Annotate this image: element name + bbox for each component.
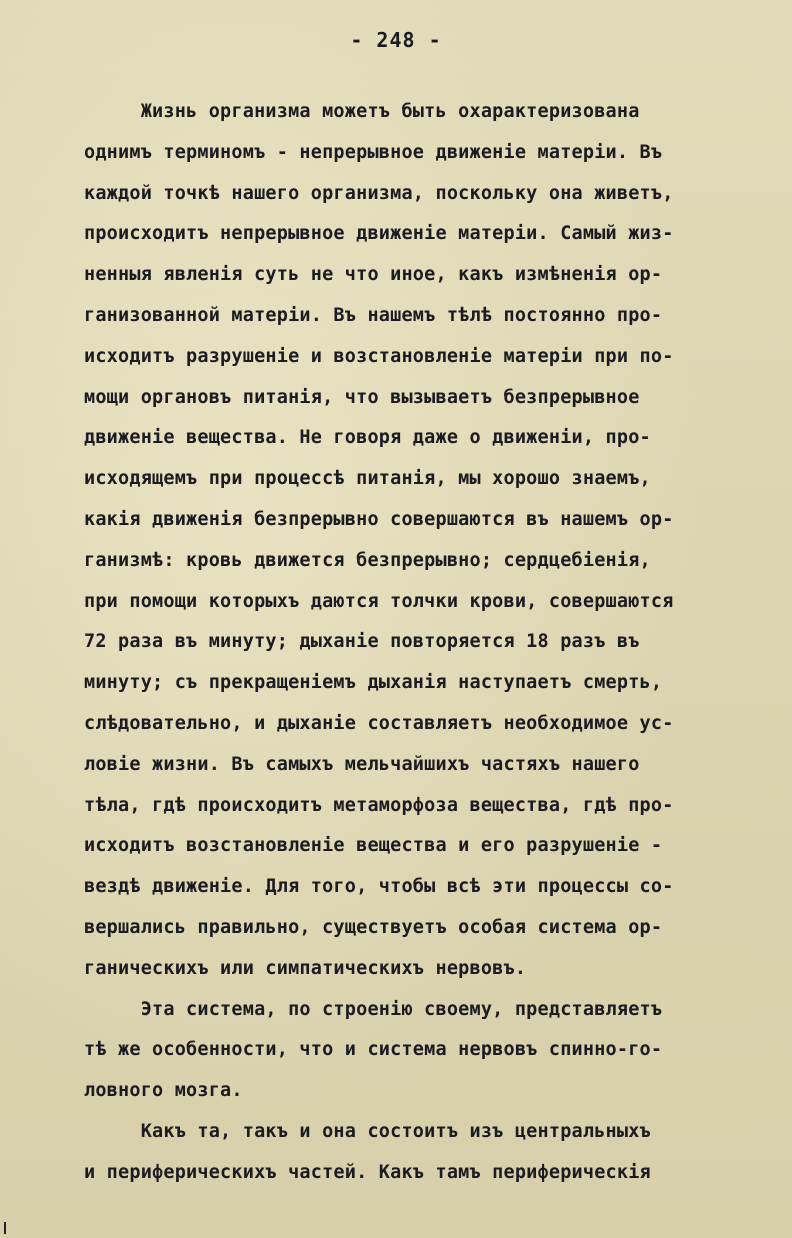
text-line: мощи органовъ питанiя, что вызываетъ безпрерывное — [84, 386, 640, 408]
text-line: исходящемъ при процессѣ питанiя, мы хорошо знаемъ, — [84, 468, 651, 490]
text-line: Жизнь организма можетъ быть охарактеризована — [84, 101, 640, 122]
text-line: тѣла, гдѣ происходитъ метаморфоза вещества, гдѣ про- — [84, 794, 674, 816]
text-line: ганизмѣ: кровь движется безпрерывно; сердцебiенiя, — [84, 549, 651, 571]
text-line: 72 раза въ минуту; дыханiе повторяется 18 разъ въ — [84, 631, 640, 653]
text-line: ловного мозга. — [84, 1080, 243, 1102]
text-line: тѣ же особенности, что и система нервовъ спинно-го- — [84, 1039, 663, 1061]
text-line: исходитъ возстановленiе вещества и его разрушенiе - — [84, 835, 663, 857]
text-line: ненныя явленiя суть не что иное, какъ измѣненiя ор- — [84, 264, 663, 286]
page-number: - 248 - — [350, 28, 442, 52]
text-line: какiя движенiя безпрерывно совершаются въ нашемъ ор- — [84, 508, 674, 530]
margin-mark — [4, 1222, 6, 1234]
text-line: Какъ та, такъ и она состоитъ изъ центральныхъ — [84, 1120, 651, 1142]
text-line: движенiе вещества. Не говоря даже о движенiи, про- — [84, 427, 651, 449]
text-line: вершались правильно, существуетъ особая система ор- — [84, 916, 663, 938]
text-line: вездѣ движенiе. Для того, чтобы всѣ эти процессы со- — [84, 876, 674, 898]
text-line: происходитъ непрерывное движенiе матерiи. Самый жиз- — [84, 223, 674, 245]
body-text — [84, 92, 744, 1194]
text-line: слѣдовательно, и дыханiе составляетъ необходимое ус- — [84, 712, 674, 734]
text-line: ловiе жизни. Въ самыхъ мельчайшихъ частяхъ нашего — [84, 753, 640, 775]
text-line: каждой точкѣ нашего организма, поскольку она живетъ, — [84, 182, 674, 204]
text-line: ганизованной матерiи. Въ нашемъ тѣлѣ постоянно про- — [84, 304, 663, 326]
text-line: ганическихъ или симпатическихъ нервовъ. — [84, 957, 527, 979]
text-line: Эта система, по строенiю своему, представляетъ — [84, 998, 663, 1020]
text-line: однимъ терминомъ - непрерывное движенiе матерiи. Въ — [84, 141, 663, 163]
text-line: минуту; съ прекращенiемъ дыханiя наступаетъ смерть, — [84, 672, 663, 694]
text-line: исходитъ разрушенiе и возстановленiе матерiи при по- — [84, 345, 674, 367]
text-line: и периферическихъ частей. Какъ тамъ периферическiя — [84, 1161, 651, 1183]
text-line: при помощи которыхъ даются толчки крови, совершаются — [84, 590, 674, 612]
